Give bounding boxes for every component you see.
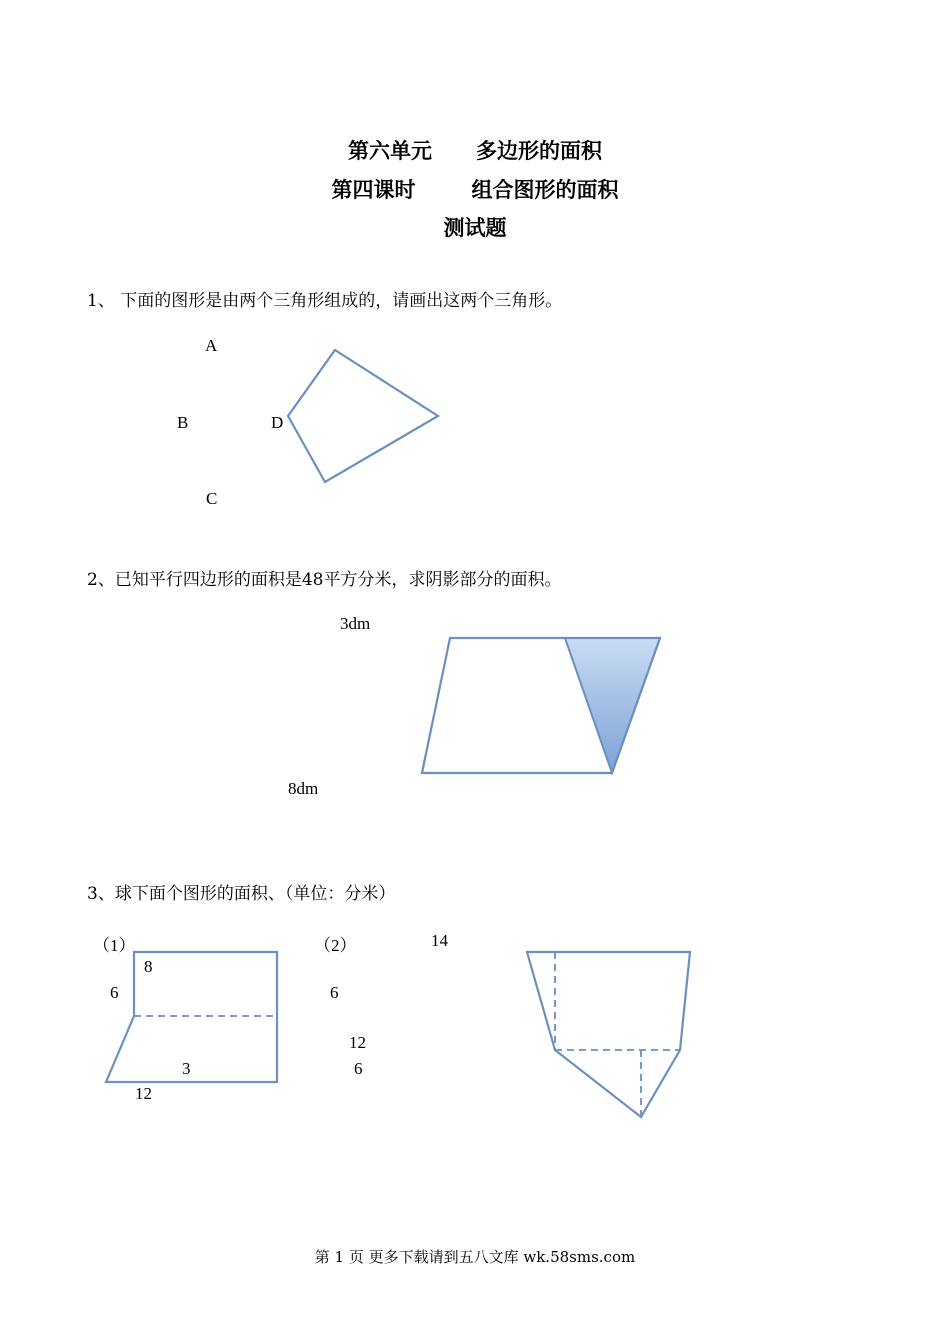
q3-fig2-label-12: 12 (349, 1033, 366, 1052)
q3-fig1-tag: （1） (93, 936, 136, 955)
q1-label-b: B (177, 413, 189, 432)
question-1-text: 1、 下面的图形是由两个三角形组成的，请画出这两个三角形。 (87, 291, 563, 311)
q2-top-length-label: 3dm (340, 614, 371, 633)
q3-fig2-label-6b: 6 (354, 1059, 363, 1078)
q3-fig2-label-6a: 6 (330, 983, 339, 1002)
q3-fig1-label-8: 8 (144, 957, 153, 976)
q1-label-c: C (206, 489, 218, 508)
q3-fig2-tag: （2） (314, 936, 357, 955)
unit-topic: 多边形的面积 (476, 138, 602, 163)
q3-figure-2 (527, 952, 690, 1117)
q2-bottom-length-label: 8dm (288, 779, 319, 798)
q3-fig1-label-3: 3 (182, 1059, 191, 1078)
q1-quadrilateral (288, 350, 438, 482)
q1-label-a: A (205, 336, 218, 355)
q3-fig1-label-6: 6 (110, 983, 119, 1002)
q2-shaded-triangle (565, 638, 660, 773)
lesson-topic: 组合图形的面积 (471, 177, 619, 202)
question-3-text: 3、球下面个图形的面积、（单位：分米） (87, 884, 396, 904)
page-footer: 第 1 页 更多下载请到五八文库 wk.58sms.com (314, 1248, 636, 1266)
lesson-label: 第四课时 (331, 177, 416, 202)
q3-fig1-label-12: 12 (135, 1084, 152, 1103)
q1-label-d: D (271, 413, 284, 432)
unit-label: 第六单元 (348, 138, 432, 163)
q3-figure-1 (106, 952, 277, 1082)
q3-fig2-label-14: 14 (431, 931, 448, 950)
question-2-text: 2、已知平行四边形的面积是48平方分米，求阴影部分的面积。 (87, 570, 562, 590)
test-title: 测试题 (443, 215, 507, 240)
